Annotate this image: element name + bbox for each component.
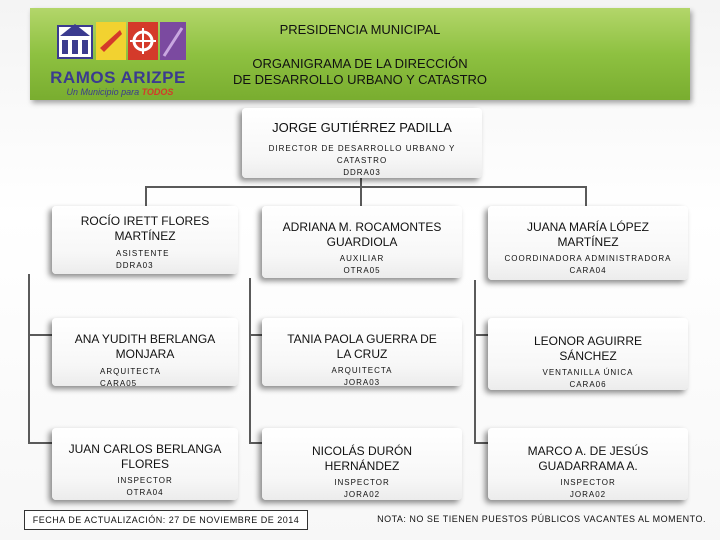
- vacancy-note: NOTA: NO SE TIENEN PUESTOS PÚBLICOS VACANTES AL MOMENTO.: [377, 514, 706, 524]
- staff-box: [488, 428, 688, 500]
- staff-name-line1: ADRIANA M. ROCAMONTES: [282, 220, 442, 234]
- staff-box: [52, 428, 238, 500]
- staff-box: [488, 318, 688, 390]
- staff-name-line2: HERNÁNDEZ: [324, 459, 400, 473]
- staff-name-line2: MONJARA: [115, 347, 175, 361]
- connector-line: [145, 186, 587, 188]
- staff-role: COORDINADORA ADMINISTRADORA: [504, 254, 672, 263]
- staff-name-line2: SÁNCHEZ: [559, 349, 617, 363]
- staff-code: CARA05: [100, 379, 138, 388]
- staff-role: INSPECTOR: [560, 478, 616, 487]
- logo-tagline: Un Municipio para TODOS: [66, 87, 174, 97]
- staff-name-line2: GUARDIOLA: [326, 235, 398, 249]
- staff-name-line2: MARTÍNEZ: [557, 235, 619, 249]
- staff-box: [52, 206, 238, 274]
- director-box: [242, 108, 482, 178]
- staff-name-line1: JUANA MARÍA LÓPEZ: [526, 220, 650, 234]
- staff-box: [52, 318, 238, 386]
- staff-code: CARA04: [569, 266, 607, 275]
- staff-name-line1: MARCO A. DE JESÚS: [527, 444, 649, 458]
- director-title-line2: CATASTRO: [336, 156, 388, 165]
- header-banner: [30, 8, 690, 100]
- staff-name-line2: GUADARRAMA A.: [538, 459, 638, 473]
- staff-name-line1: LEONOR AGUIRRE: [533, 334, 643, 348]
- staff-code: JORA02: [343, 490, 381, 499]
- director-title-line1: DIRECTOR DE DESARROLLO URBANO Y: [268, 144, 456, 153]
- director-code: DDRA03: [343, 168, 381, 177]
- staff-role: AUXILIAR: [339, 254, 385, 263]
- staff-role: ARQUITECTA: [100, 367, 161, 376]
- municipal-logo: [48, 18, 188, 97]
- staff-name-line2: FLORES: [120, 457, 169, 471]
- logo-name: RAMOS ARIZPE: [50, 68, 186, 87]
- staff-role: INSPECTOR: [117, 476, 173, 485]
- staff-box: [488, 206, 688, 280]
- staff-code: JORA02: [569, 490, 607, 499]
- staff-box: [262, 428, 462, 500]
- staff-name-line1: NICOLÁS DURÓN: [311, 444, 412, 458]
- staff-role: ARQUITECTA: [331, 366, 393, 375]
- staff-name-line1: JUAN CARLOS BERLANGA: [68, 442, 222, 456]
- connector-line: [474, 280, 476, 444]
- staff-code: JORA03: [343, 378, 381, 387]
- logo-emblem-icon: [48, 18, 188, 68]
- connector-line: [28, 274, 30, 444]
- connector-line: [249, 278, 251, 444]
- connector-line: [28, 334, 52, 336]
- staff-code: CARA06: [569, 380, 607, 389]
- connector-line: [360, 186, 362, 208]
- staff-role: INSPECTOR: [334, 478, 390, 487]
- staff-box: [262, 318, 462, 386]
- staff-name-line1: ANA YUDITH BERLANGA: [74, 332, 216, 346]
- staff-name-line1: TANIA PAOLA GUERRA DE: [287, 332, 437, 346]
- staff-box: [262, 206, 462, 278]
- staff-code: OTRA04: [126, 488, 164, 497]
- staff-role: ASISTENTE: [116, 249, 170, 258]
- staff-role: VENTANILLA ÚNICA: [542, 368, 634, 377]
- staff-name-line2: LA CRUZ: [336, 347, 388, 361]
- director-name: JORGE GUTIÉRREZ PADILLA: [272, 120, 452, 135]
- staff-name-line1: ROCÍO IRETT FLORES: [80, 214, 210, 228]
- connector-line: [28, 442, 52, 444]
- staff-code: DDRA03: [116, 261, 154, 270]
- page-subtitle: ORGANIGRAMA DE LA DIRECCIÓN DE DESARROLLO URBANO Y CATASTRO: [232, 56, 488, 87]
- connector-line: [585, 186, 587, 208]
- staff-name-line2: MARTÍNEZ: [114, 229, 176, 243]
- page-title: PRESIDENCIA MUNICIPAL: [279, 22, 441, 37]
- connector-line: [145, 186, 147, 208]
- update-date: FECHA DE ACTUALIZACIÓN: 27 DE NOVIEMBRE DE 2014: [24, 510, 308, 530]
- staff-code: OTRA05: [343, 266, 381, 275]
